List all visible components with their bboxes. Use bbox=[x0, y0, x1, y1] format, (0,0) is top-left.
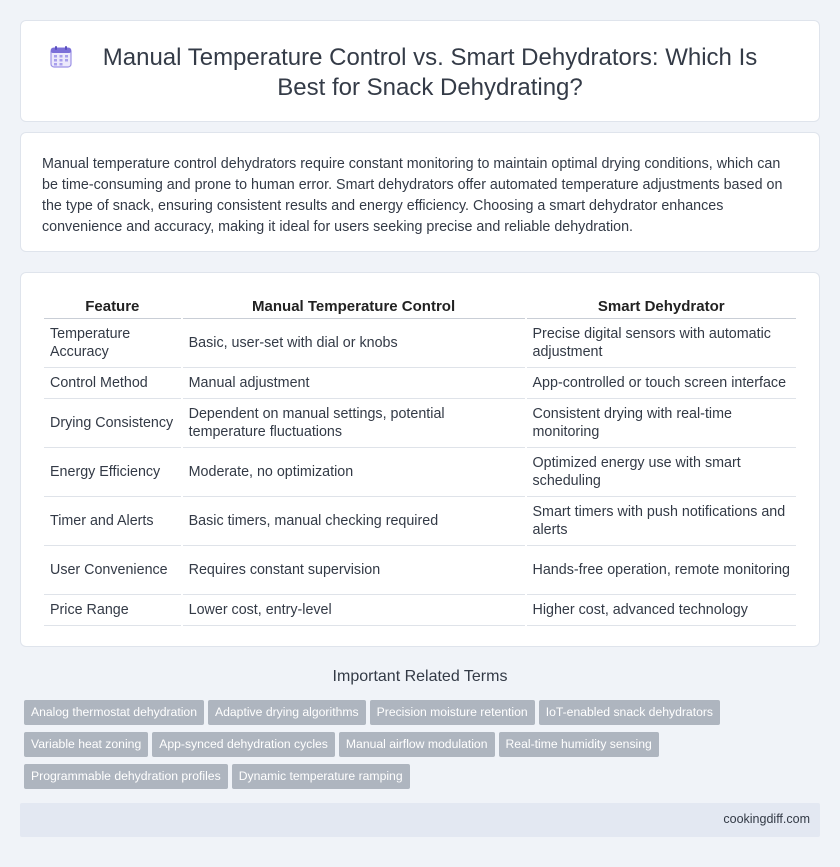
table-cell: Dependent on manual settings, potential temperature fluctuations bbox=[183, 399, 525, 448]
related-term-tag[interactable]: Analog thermostat dehydration bbox=[24, 700, 204, 725]
table-cell: Higher cost, advanced technology bbox=[527, 595, 796, 626]
page-title: Manual Temperature Control vs. Smart Dehydrators: Which Is Best for Snack Dehydrating? bbox=[102, 44, 758, 101]
table-cell: Precise digital sensors with automatic adjustment bbox=[527, 319, 796, 368]
column-header-smart: Smart Dehydrator bbox=[527, 295, 796, 319]
related-term-tag[interactable]: IoT-enabled snack dehydrators bbox=[539, 700, 720, 725]
table-row bbox=[44, 497, 796, 546]
column-header-feature: Feature bbox=[44, 295, 181, 319]
table-row bbox=[44, 595, 796, 626]
table-row bbox=[44, 319, 796, 368]
related-terms-title: Important Related Terms bbox=[332, 668, 508, 685]
related-term-tag[interactable]: Programmable dehydration profiles bbox=[24, 764, 228, 789]
table-row bbox=[44, 399, 796, 448]
table-cell: Price Range bbox=[44, 595, 181, 626]
footer-site-link[interactable]: cookingdiff.com bbox=[723, 812, 810, 826]
summary-text: Manual temperature control dehydrators require constant monitoring to maintain optimal drying conditions, which can be time-consuming and prone to human error. Smart dehydrators offer automated temperature adjustments based on the type of snack, ensuring consistent results and energy efficiency. Choosing a smart dehydrator enhances convenience and accuracy, making it ideal for users seeking precise and reliable dehydration. bbox=[42, 156, 783, 235]
related-term-tag[interactable]: Variable heat zoning bbox=[24, 732, 148, 757]
related-term-tag[interactable]: Manual airflow modulation bbox=[339, 732, 495, 757]
table-cell: Control Method bbox=[44, 368, 181, 399]
summary-card bbox=[20, 132, 820, 252]
table-cell: Temperature Accuracy bbox=[44, 319, 181, 368]
related-term-tag[interactable]: Dynamic temperature ramping bbox=[232, 764, 410, 789]
table-row bbox=[44, 448, 796, 497]
table-cell: Drying Consistency bbox=[44, 399, 181, 448]
table-cell: Timer and Alerts bbox=[44, 497, 181, 546]
table-cell: Energy Efficiency bbox=[44, 448, 181, 497]
related-term-tag[interactable]: App-synced dehydration cycles bbox=[152, 732, 335, 757]
table-cell: Manual adjustment bbox=[183, 368, 525, 399]
related-term-tag[interactable]: Real-time humidity sensing bbox=[499, 732, 659, 757]
table-cell: Hands-free operation, remote monitoring bbox=[527, 546, 796, 595]
table-cell: Basic, user-set with dial or knobs bbox=[183, 319, 525, 368]
column-header-manual: Manual Temperature Control bbox=[183, 295, 525, 319]
related-terms-list bbox=[24, 700, 784, 796]
table-cell: Consistent drying with real-time monitoring bbox=[527, 399, 796, 448]
comparison-card bbox=[20, 272, 820, 647]
table-cell: User Convenience bbox=[44, 546, 181, 595]
table-cell: Optimized energy use with smart scheduling bbox=[527, 448, 796, 497]
table-row bbox=[44, 368, 796, 399]
related-term-tag[interactable]: Precision moisture retention bbox=[370, 700, 535, 725]
comparison-table bbox=[42, 295, 798, 626]
table-cell: Moderate, no optimization bbox=[183, 448, 525, 497]
table-row bbox=[44, 546, 796, 595]
table-cell: Smart timers with push notifications and alerts bbox=[527, 497, 796, 546]
table-cell: Basic timers, manual checking required bbox=[183, 497, 525, 546]
footer bbox=[20, 803, 820, 837]
table-cell: App-controlled or touch screen interface bbox=[527, 368, 796, 399]
table-cell: Lower cost, entry-level bbox=[183, 595, 525, 626]
table-cell: Requires constant supervision bbox=[183, 546, 525, 595]
related-term-tag[interactable]: Adaptive drying algorithms bbox=[208, 700, 366, 725]
title-card bbox=[20, 20, 820, 122]
